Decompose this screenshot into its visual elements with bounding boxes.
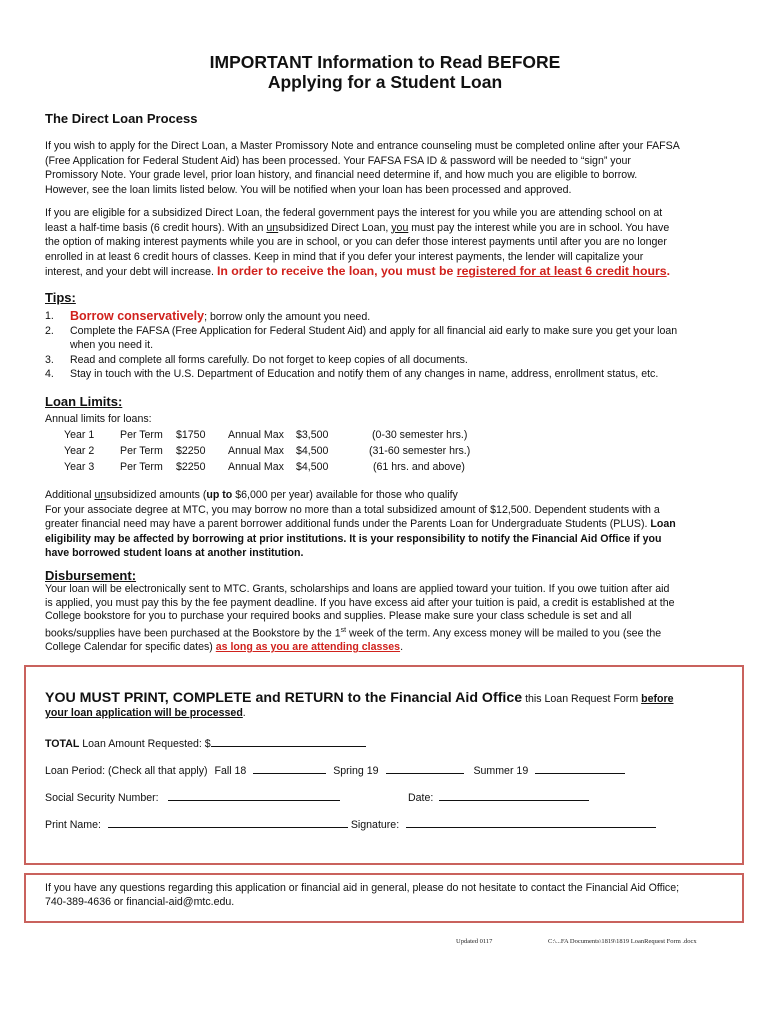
list-item-text: Complete the FAFSA (Free Application for Federal Student Aid) and apply for all financial aid early to make sure you get your loan (70, 325, 678, 338)
intro-text: Annual limits for loans: (45, 413, 152, 425)
text-line: For your associate degree at MTC, you may borrow no more than a total subsidized amount of $12,500. Dependent students with a (45, 503, 660, 516)
text-span: College Calendar for specific dates) (45, 640, 216, 653)
contact-text (45, 881, 735, 909)
text-line: If you are eligible for a subsidized Direct Loan, the federal government pays the interest for you while you are attending school on at (45, 207, 663, 219)
text-span: . (242, 707, 246, 719)
ssn-label: Social Security Number: (45, 792, 159, 804)
instruction-heading: YOU MUST PRINT, COMPLETE and RETURN to the Financial Aid Office (45, 690, 523, 706)
per-term-label: Per Term (120, 429, 163, 441)
fall-18-field[interactable] (253, 762, 326, 774)
form-instruction (45, 690, 735, 719)
text-span: this Loan Request Form (522, 693, 642, 705)
document-title-line1: IMPORTANT Information to Read BEFORE (209, 52, 561, 72)
ssn-field[interactable] (168, 789, 340, 801)
document-title-line2: Applying for a Student Loan (267, 72, 503, 92)
loan-period-row (45, 762, 735, 777)
text-line: (Free Application for Federal Student Aid) has been processed. Your FAFSA FSA ID & password will be needed to “sign” your (45, 154, 631, 167)
summer-19-field[interactable] (535, 762, 625, 774)
superscript: st (340, 626, 347, 634)
text-span-bold: Loan (650, 518, 676, 531)
text-span: must pay the interest while you are in school. You have (408, 221, 670, 234)
loan-limits-intro (45, 413, 725, 429)
text-line: enrolled in at least 6 credit hours of classes. Keep in mind that if you defer your interest payments, the lender will capitalize your (45, 250, 644, 263)
signature-label: Signature: (350, 819, 400, 831)
instruction-line (45, 707, 735, 719)
fall-18-label: Fall 18 (214, 765, 247, 777)
per-term-value: $2250 (176, 461, 206, 473)
date-group (408, 789, 589, 804)
list-number: 4. (45, 367, 54, 380)
text-line: the option of making interest payments while you are in school, or you can defer those interest payments until after you are no longer (45, 236, 667, 249)
total-amount-label: Loan Amount Requested: $ (79, 738, 211, 750)
table-row (45, 461, 725, 477)
attending-classes-text: as long as you are attending classes (215, 640, 401, 653)
per-term-value: $1750 (176, 429, 206, 441)
file-path: C:\...FA Documents\1819\1819 LoanRequest Form .docx (548, 938, 697, 945)
text-span-underlined: un (94, 489, 107, 501)
year-cell: Year 1 (64, 429, 95, 441)
text-span: subsidized amounts ( (106, 489, 207, 501)
name-signature-row (45, 816, 735, 831)
text-line: Promissory Note. Your grade level, prior loan history, and financial need determine if, and how much you are eligible to borrow. (45, 169, 638, 182)
loan-limits-heading (45, 394, 122, 409)
list-number: 1. (45, 310, 54, 322)
additional-amounts-paragraph (45, 488, 725, 561)
colon: : (71, 290, 76, 305)
spring-19-label: Spring 19 (333, 765, 379, 777)
list-number: 2. (45, 325, 54, 338)
list-item-text: when you need it. (70, 339, 154, 352)
text-line (45, 641, 725, 655)
text-span: least a half-time basis (6 credit hours). With an (45, 221, 267, 234)
semester-range: (31-60 semester hrs.) (369, 445, 471, 457)
colon: : (117, 394, 123, 409)
loan-limits-table (45, 413, 725, 477)
text-span: subsidized Direct Loan, (278, 221, 392, 234)
table-row (45, 445, 725, 461)
annual-max-value: $3,500 (296, 429, 329, 441)
spring-19-field[interactable] (386, 762, 464, 774)
registration-requirement-text: In order to receive the loan, you must be (216, 264, 457, 279)
annual-max-value: $4,500 (296, 461, 329, 473)
date-field[interactable] (439, 789, 589, 801)
text-span-bold-underlined: your loan application will be processed (45, 707, 243, 719)
list-item (45, 338, 735, 352)
text-line: eligibility may be affected by borrowing at prior institutions. It is your responsibility to notify the Financial Aid Office if you (45, 532, 662, 545)
text-line: Your loan will be electronically sent to MTC. Grants, scholarships and loans are applied toward your tuition. If you owe tuition after aid (45, 583, 670, 595)
text-span: . (400, 640, 404, 653)
text-line (45, 488, 725, 503)
date-label: Date: (408, 792, 434, 804)
list-item-text: Stay in touch with the U.S. Department of Education and notify them of any changes in name, address, enrollment status, etc. (70, 367, 659, 380)
instruction-line (45, 690, 735, 706)
updated-date: Updated 0117 (456, 938, 493, 945)
direct-loan-paragraph-1 (45, 139, 725, 197)
list-item-text: Read and complete all forms carefully. Do not forget to keep copies of all documents. (70, 353, 468, 366)
annual-max-label: Annual Max (228, 461, 284, 473)
year-cell: Year 2 (64, 445, 95, 457)
semester-range: (61 hrs. and above) (373, 461, 465, 473)
list-item (45, 309, 735, 324)
text-line: is applied, you must pay this by the fee payment deadline. If you have excess aid after your tuition is paid, a credit is established at the (45, 596, 675, 609)
year-cell: Year 3 (64, 461, 95, 473)
text-span: $6,000 per year) available for those who qualify (232, 489, 458, 501)
table-row (45, 429, 725, 445)
semester-range: (0-30 semester hrs.) (372, 429, 468, 441)
summer-19-label: Summer 19 (473, 765, 529, 777)
colon: : (131, 568, 137, 583)
text-line: However, see the loan limits listed below. You will be notified when your loan has been processed and approved. (45, 183, 572, 196)
tips-heading (45, 290, 76, 305)
text-line (45, 264, 725, 280)
per-term-value: $2250 (176, 445, 206, 457)
text-line: If you have any questions regarding this application or financial aid in general, please do not hesitate to contact the Financial Aid Office; (45, 882, 680, 894)
text-span: week of the term. Any excess money will be mailed to you (see the (346, 627, 662, 640)
list-number: 3. (45, 353, 54, 366)
per-term-label: Per Term (120, 461, 163, 473)
text-span-underlined: you (391, 221, 409, 234)
text-span: greater financial need may have a parent borrower additional funds under the Parents Loan for Undergraduate Students (PLUS). (45, 518, 651, 531)
borrow-conservatively-text: Borrow conservatively (70, 309, 205, 323)
text-line: College bookstore for you to purchase your required books and supplies. Please make sure your class schedule is set and all (45, 610, 632, 623)
disbursement-paragraph (45, 583, 725, 655)
text-line (45, 624, 725, 641)
ssn-date-row (45, 789, 735, 804)
list-item (45, 324, 735, 338)
print-name-label: Print Name: (45, 819, 101, 831)
text-span-bold-underlined: before (641, 693, 674, 705)
text-span: . (666, 264, 671, 279)
disbursement-heading-label: Disbursement (45, 568, 132, 583)
list-item (45, 367, 735, 381)
text-line (45, 221, 725, 236)
direct-loan-heading: The Direct Loan Process (45, 111, 198, 126)
total-amount-field[interactable] (211, 735, 366, 747)
text-line: 740-389-4636 or financial-aid@mtc.edu. (45, 896, 235, 908)
annual-max-value: $4,500 (296, 445, 329, 457)
annual-max-label: Annual Max (228, 445, 284, 457)
per-term-label: Per Term (120, 445, 163, 457)
text-span: books/supplies have been purchased at the Bookstore by the 1 (45, 627, 341, 640)
tips-list (45, 309, 735, 381)
text-line: have borrowed student loans at another institution. (45, 547, 304, 560)
disbursement-heading (45, 568, 136, 583)
print-name-field[interactable] (108, 816, 348, 828)
list-item (45, 353, 735, 367)
list-number (45, 338, 70, 352)
text-span-bold: up to (206, 489, 233, 501)
direct-loan-paragraph-2 (45, 206, 725, 280)
total-amount-row (45, 735, 735, 750)
annual-max-label: Annual Max (228, 429, 284, 441)
total-label-bold: TOTAL (45, 738, 80, 750)
signature-field[interactable] (406, 816, 656, 828)
loan-limits-heading-label: Loan Limits (45, 394, 118, 409)
text-line (45, 517, 725, 532)
tips-heading-label: Tips (45, 290, 72, 305)
text-span-underlined: un (266, 221, 279, 234)
loan-period-label: Loan Period: (Check all that apply) (45, 765, 208, 777)
list-item-text: ; borrow only the amount you need. (204, 311, 371, 323)
registration-requirement-underlined: registered for at least 6 credit hours (456, 264, 667, 279)
text-span: interest, and your debt will increase. (45, 266, 217, 279)
text-span: Additional (45, 489, 95, 501)
text-line: If you wish to apply for the Direct Loan, a Master Promissory Note and entrance counseling must be completed online after your FAFSA (45, 140, 680, 152)
